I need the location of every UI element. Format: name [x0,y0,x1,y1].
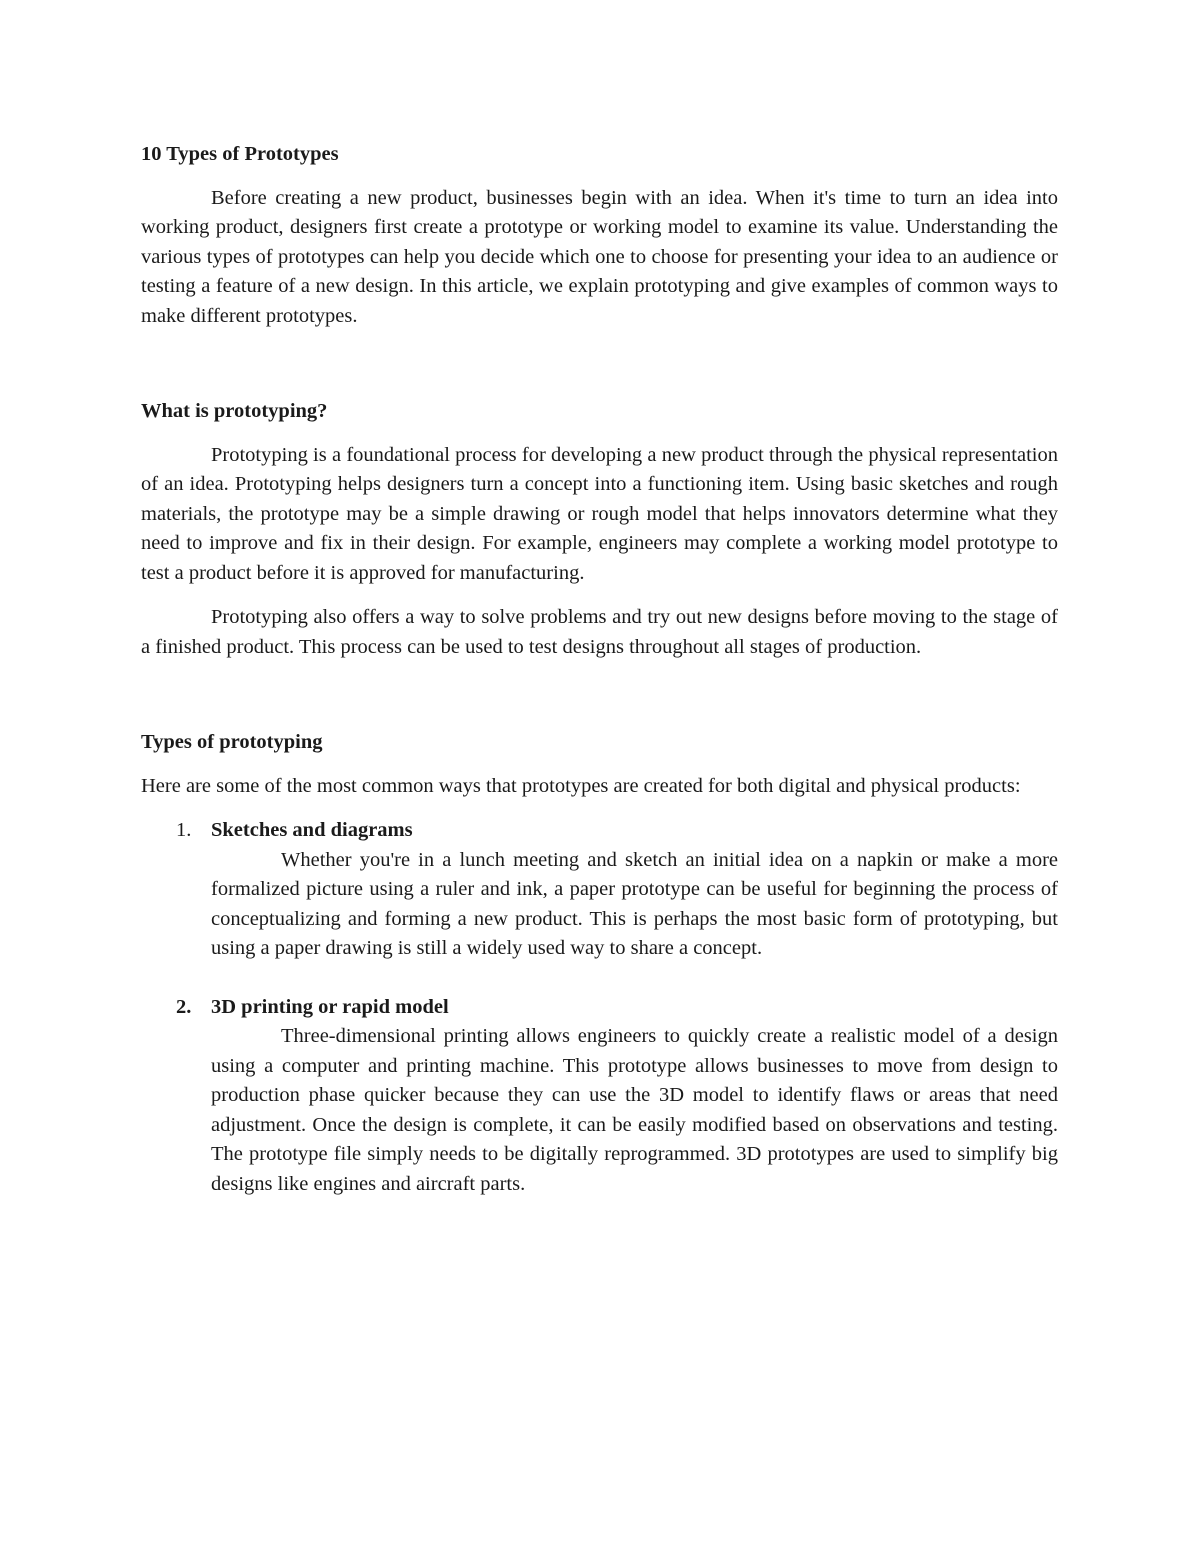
list-item [141,816,1058,964]
section-heading-what-is: What is prototyping? [141,400,328,422]
list-item-title: 3D printing or rapid model [211,995,449,1018]
list-item-number: 2. [176,995,192,1018]
list-item-body: Three-dimensional printing allows engineers to quickly create a realistic model of a design using a computer and printing machine. This prototype allows businesses to move from design to production phase quicker because they can use the 3D model to identify flaws or areas that need adjustment. Once the design is complete, it can be easily modified based on observations and testing. The prototype file simply needs to be digitally reprogrammed. 3D prototypes are used to simplify big designs like engines and aircraft parts. [211,1025,1058,1195]
document-title: 10 Types of Prototypes [141,143,339,165]
list-item-number: 1. [176,819,192,841]
types-list [141,816,1058,1199]
what-is-paragraph-1: Prototyping is a foundational process for developing a new product through the physical representation of an idea. Prototyping helps designers turn a concept into a functioning item. Using basic sketches and rough materials, the prototype may be a simple drawing or rough model that helps innovators determine what they need to improve and fix in their design. For example, engineers may complete a working model prototype to test a product before it is approved for manufacturing. [141,443,1058,584]
what-is-paragraph-2: Prototyping also offers a way to solve problems and try out new designs before moving to the stage of a finished product. This process can be used to test designs throughout all stages of production. [141,606,1058,658]
list-item [141,993,1058,1200]
intro-paragraph: Before creating a new product, businesses begin with an idea. When it's time to turn an idea into working product, designers first create a prototype or working model to examine its value. Understanding the various types of prototypes can help you decide which one to choose for presenting your idea to an audience or testing a feature of a new design. In this article, we explain prototyping and give examples of common ways to make different prototypes. [141,186,1058,327]
list-item-body: Whether you're in a lunch meeting and sketch an initial idea on a napkin or make a more formalized picture using a ruler and ink, a paper prototype can be useful for beginning the process of conceptualizing and forming a new product. This is perhaps the most basic form of prototyping, but using a paper drawing is still a widely used way to share a concept. [211,848,1058,959]
section-heading-types: Types of prototyping [141,731,323,753]
document-page [141,140,1058,1199]
types-intro-paragraph: Here are some of the most common ways that prototypes are created for both digital and physical products: [141,774,1021,797]
list-item-title: Sketches and diagrams [211,819,413,841]
